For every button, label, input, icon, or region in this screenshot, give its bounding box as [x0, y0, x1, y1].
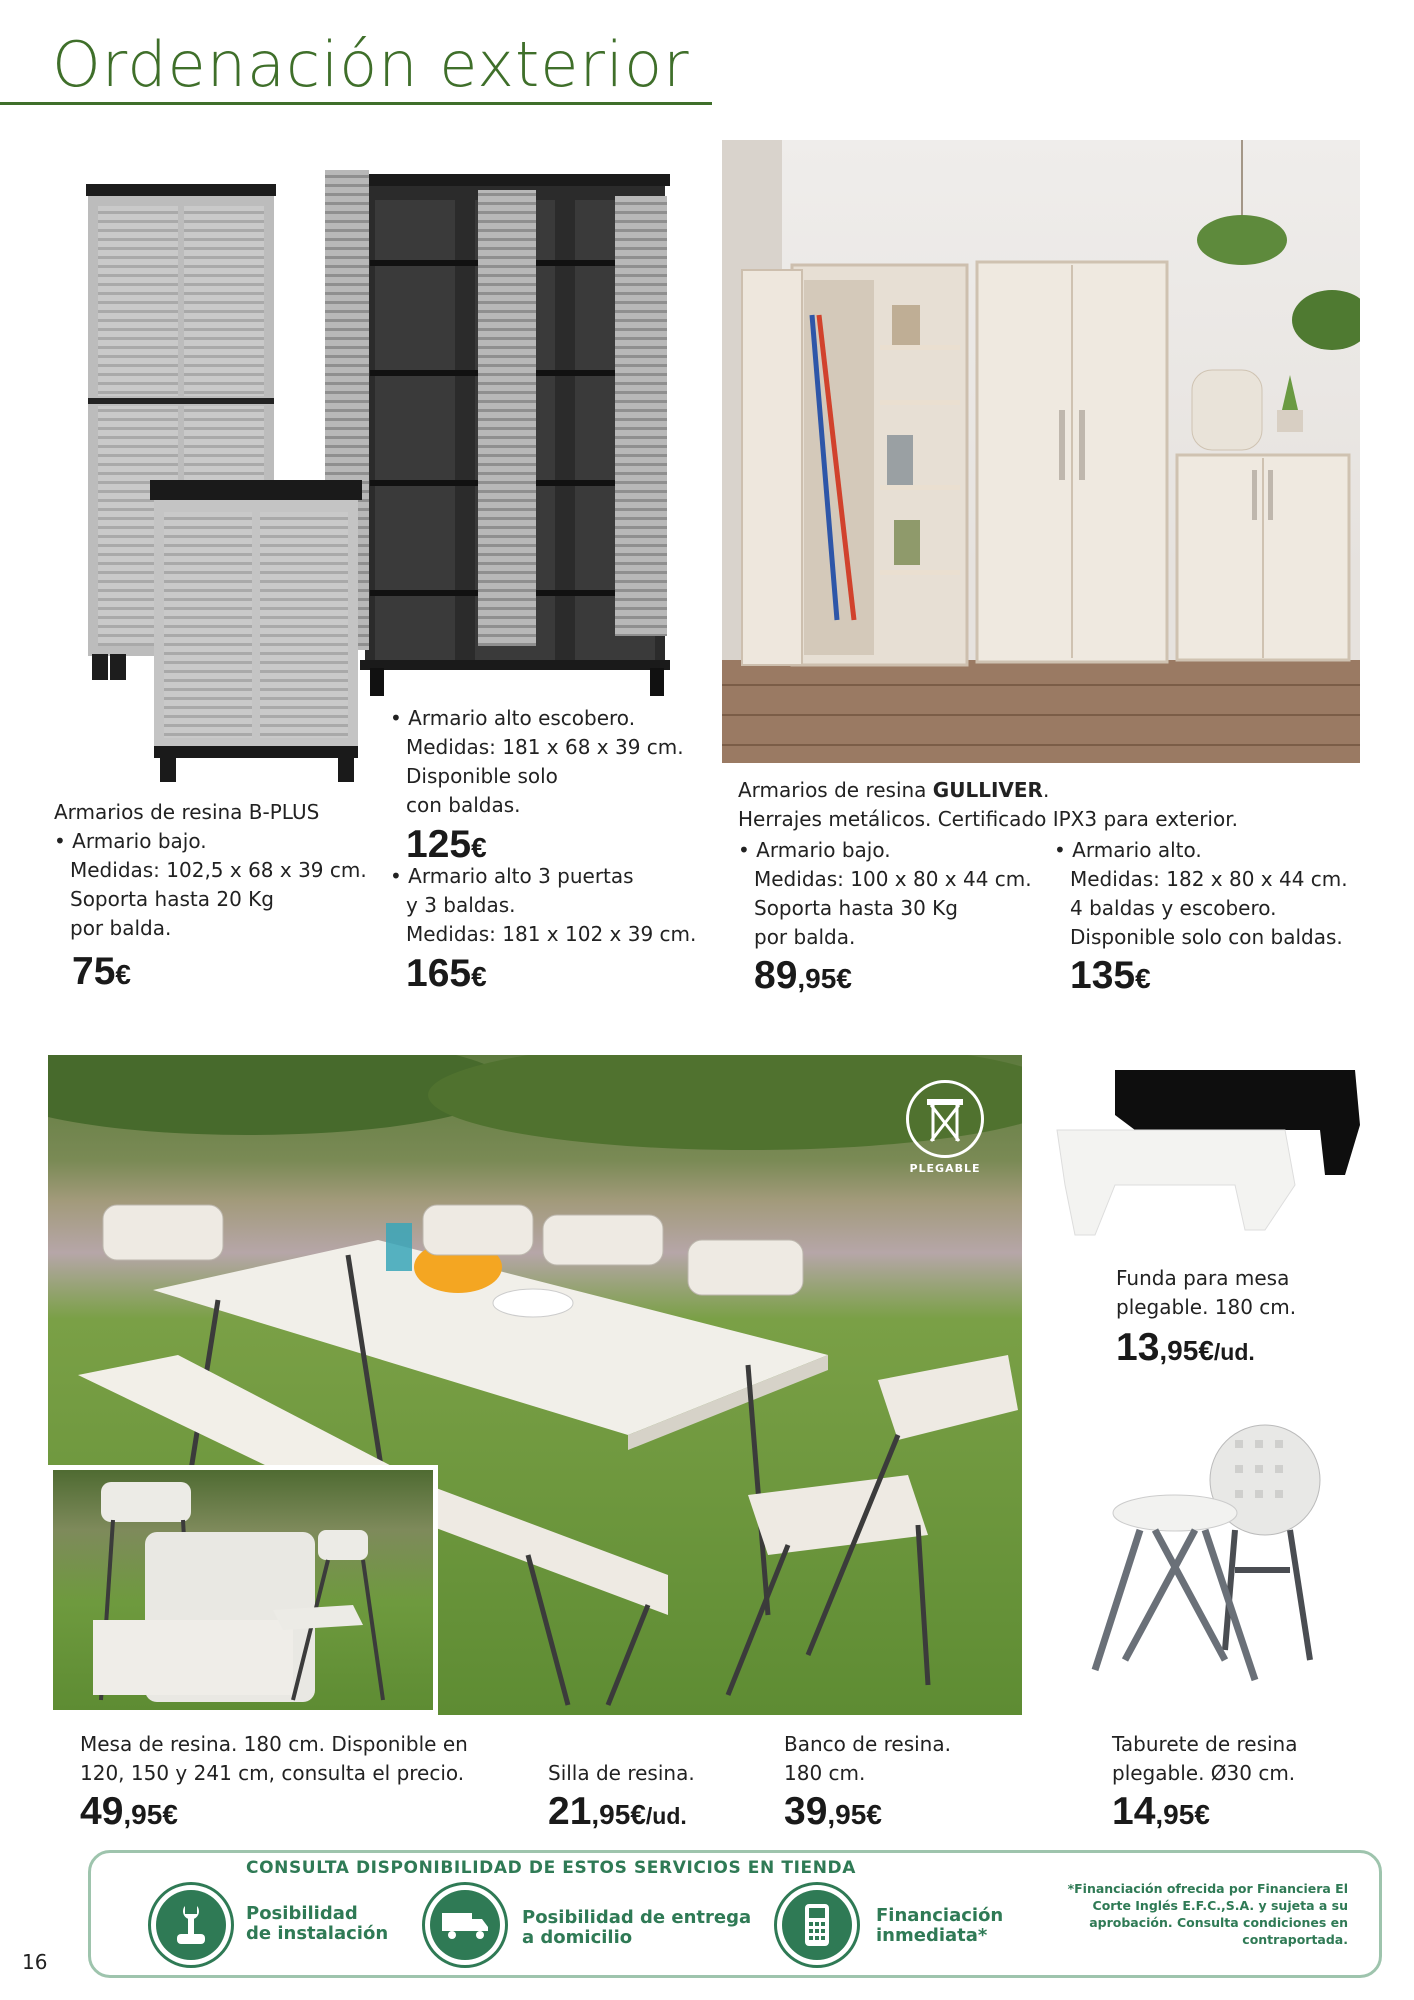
gulliver-item2-line: Medidas: 182 x 80 x 44 cm. — [1070, 867, 1348, 891]
taburete-price: 14,95€ — [1112, 1790, 1210, 1833]
delivery-truck-icon — [422, 1882, 508, 1968]
gulliver-item1-price: 89,95€ — [754, 954, 852, 997]
bplus-item1-line: Soporta hasta 20 Kg — [70, 887, 274, 911]
foldable-badge — [900, 1080, 990, 1180]
service-delivery-label: Posibilidad de entrega a domicilio — [522, 1907, 752, 1948]
bplus-item2-line: Medidas: 181 x 68 x 39 cm. — [406, 735, 684, 759]
folding-stool-image — [1085, 1420, 1345, 1710]
gulliver-item1-line: por balda. — [754, 925, 856, 949]
folding-stool-icon — [906, 1080, 984, 1158]
bplus-item3-price: 165€ — [406, 952, 487, 995]
gulliver-item1-line: Medidas: 100 x 80 x 44 cm. — [754, 867, 1032, 891]
financing-footnote: *Financiación ofrecida por Financiera El Corte Inglés E.F.C.,S.A. y sujeta a su aprobación. Consulta condiciones en contraportada. — [1067, 1881, 1348, 1947]
foldable-badge-label: PLEGABLE — [909, 1162, 981, 1175]
title-underline — [0, 102, 712, 105]
bplus-item3-bullet: • Armario alto 3 puertas — [390, 864, 634, 888]
bplus-item1-line: Medidas: 102,5 x 68 x 39 cm. — [70, 858, 367, 882]
mesa-line: 120, 150 y 241 cm, consulta el precio. — [80, 1761, 465, 1785]
taburete-line: Taburete de resina — [1112, 1732, 1298, 1756]
bplus-item3-line: Medidas: 181 x 102 x 39 cm. — [406, 922, 697, 946]
taburete-line: plegable. Ø30 cm. — [1112, 1761, 1296, 1785]
funda-price: 13,95€/ud. — [1116, 1326, 1255, 1369]
card-terminal-icon — [774, 1882, 860, 1968]
bplus-item1-bullet: • Armario bajo. — [54, 829, 207, 853]
banco-line: 180 cm. — [784, 1761, 866, 1785]
page-title: Ordenación exterior — [52, 28, 690, 101]
wrench-hand-icon — [148, 1882, 234, 1968]
silla-price: 21,95€/ud. — [548, 1790, 687, 1833]
page-number: 16 — [22, 1950, 48, 1974]
silla-line: Silla de resina. — [548, 1761, 695, 1785]
banco-price: 39,95€ — [784, 1790, 882, 1833]
gulliver-cabinets-photo — [722, 140, 1360, 763]
gulliver-item1-bullet: • Armario bajo. — [738, 838, 891, 862]
bplus-item2-line: con baldas. — [406, 793, 521, 817]
gulliver-item2-line: Disponible solo con baldas. — [1070, 925, 1343, 949]
funda-line: plegable. 180 cm. — [1116, 1295, 1297, 1319]
mesa-price: 49,95€ — [80, 1790, 178, 1833]
service-installation-label: Posibilidad de instalación — [246, 1903, 389, 1944]
folded-table-inset-photo — [48, 1465, 438, 1715]
gulliver-item1-line: Soporta hasta 30 Kg — [754, 896, 958, 920]
gulliver-item2-bullet: • Armario alto. — [1054, 838, 1202, 862]
bplus-item2-bullet: • Armario alto escobero. — [390, 706, 636, 730]
bplus-item2-price: 125€ — [406, 823, 487, 866]
bplus-item1-line: por balda. — [70, 916, 172, 940]
bplus-item2-line: Disponible solo — [406, 764, 558, 788]
mesa-line: Mesa de resina. 180 cm. Disponible en — [80, 1732, 468, 1756]
gulliver-heading: Armarios de resina GULLIVER. — [738, 778, 1050, 802]
gulliver-subheading: Herrajes metálicos. Certificado IPX3 para exterior. — [738, 807, 1238, 831]
bplus-item1-price: 75€ — [72, 950, 131, 993]
gulliver-item2-line: 4 baldas y escobero. — [1070, 896, 1277, 920]
table-cover-image — [1055, 1065, 1375, 1250]
banco-line: Banco de resina. — [784, 1732, 951, 1756]
service-financing-label: Financiación inmediata* — [876, 1905, 1004, 1946]
bplus-heading: Armarios de resina B-PLUS — [54, 800, 320, 824]
services-heading: CONSULTA DISPONIBILIDAD DE ESTOS SERVICIOS EN TIENDA — [246, 1858, 856, 1878]
funda-line: Funda para mesa — [1116, 1266, 1290, 1290]
bplus-item3-line: y 3 baldas. — [406, 893, 516, 917]
gulliver-item2-price: 135€ — [1070, 954, 1151, 997]
